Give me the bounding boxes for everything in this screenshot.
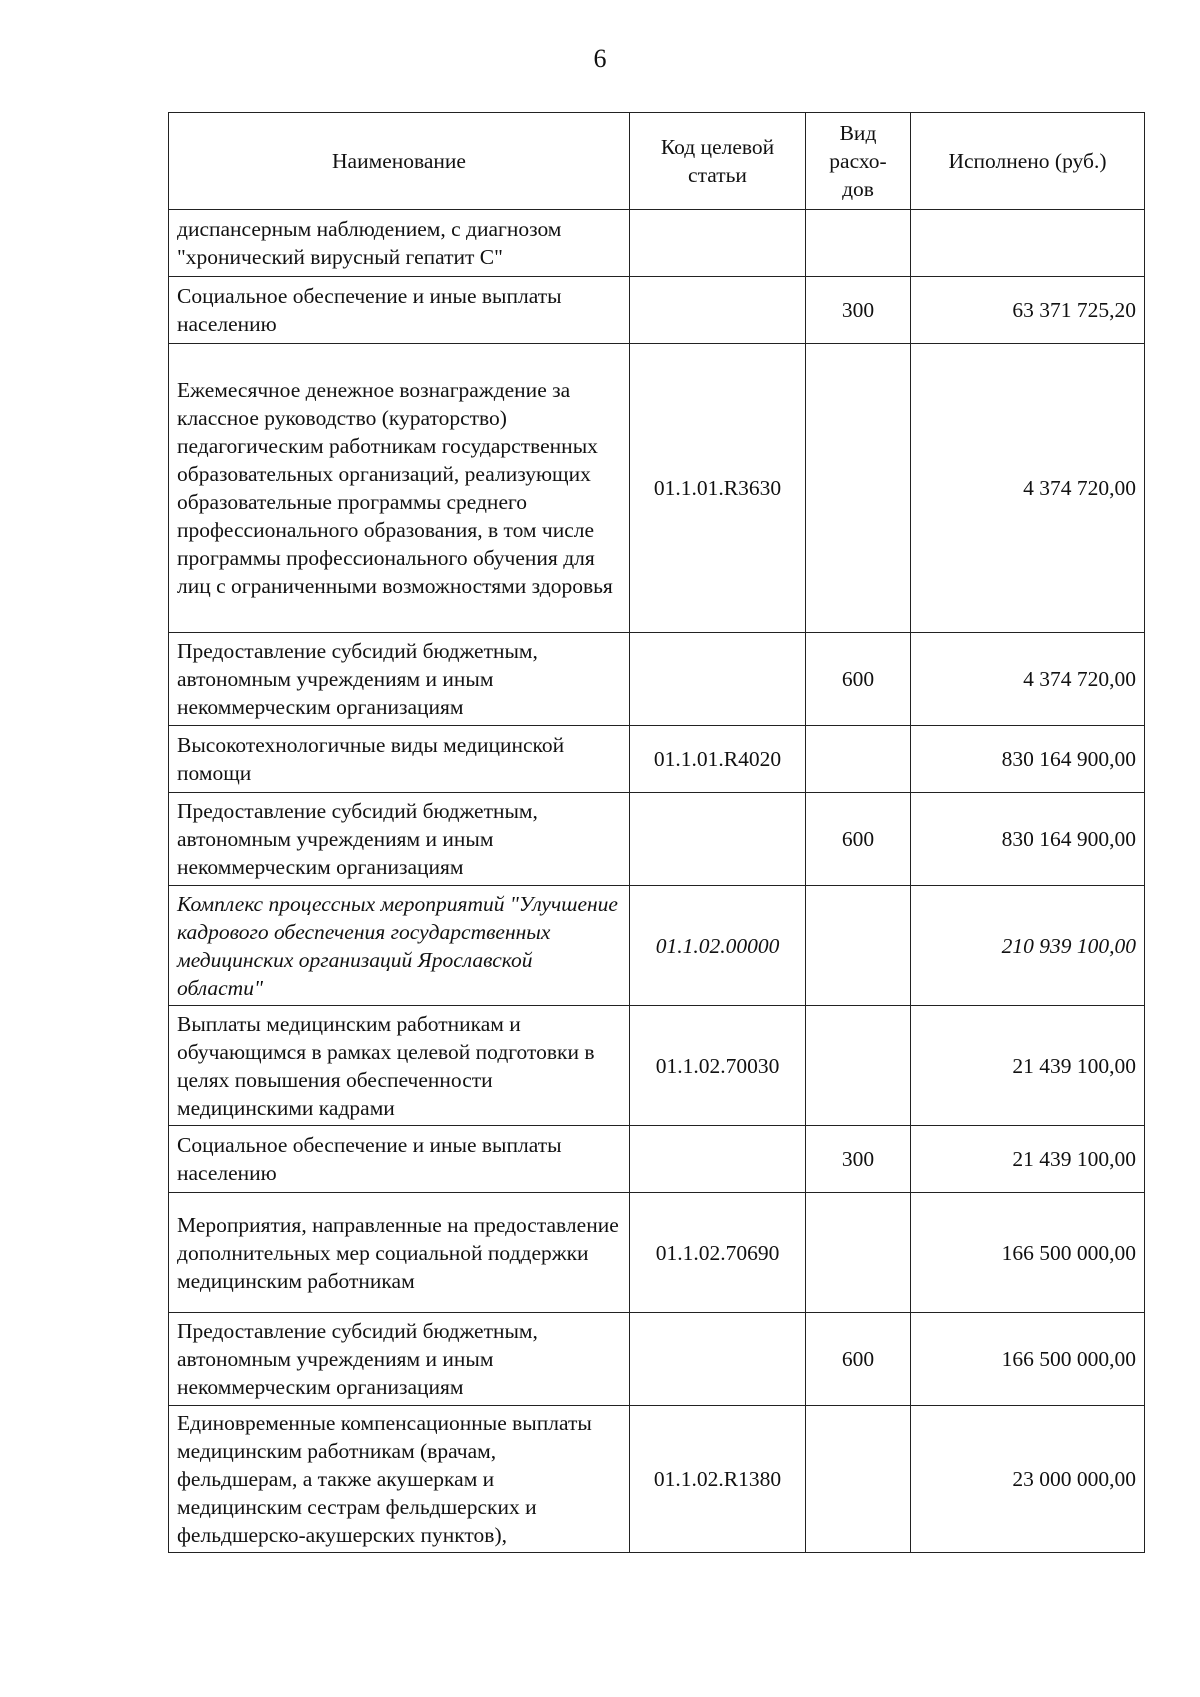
row-code-cell (630, 633, 806, 726)
row-kind-cell (806, 1406, 911, 1553)
row-name-cell: Ежемесячное денежное вознаграждение за классное руководство (кураторство) педагогическим работникам государственных образовательных организаций, реализующих образовательные программы среднего профессионального образования, в том числе программы профессионального обучения для лиц с ограниченными возможностями здоровья (169, 344, 630, 633)
table-row (169, 1006, 1145, 1126)
row-kind-cell (806, 344, 911, 633)
row-amount-cell: 830 164 900,00 (911, 726, 1145, 793)
row-code-cell (630, 793, 806, 886)
row-name-cell: Социальное обеспечение и иные выплаты населению (169, 1126, 630, 1193)
row-name-cell: Комплекс процессных мероприятий "Улучшение кадрового обеспечения государственных медицинских организаций Ярославской области" (169, 886, 630, 1006)
row-kind-cell: 300 (806, 1126, 911, 1193)
table-row (169, 1193, 1145, 1313)
table-row (169, 277, 1145, 344)
row-amount-cell (911, 210, 1145, 277)
row-amount-cell: 63 371 725,20 (911, 277, 1145, 344)
table-row (169, 1406, 1145, 1553)
row-kind-cell: 600 (806, 793, 911, 886)
header-kind: Вид расхо-дов (806, 113, 911, 210)
header-amount: Исполнено (руб.) (911, 113, 1145, 210)
row-kind-cell: 600 (806, 1313, 911, 1406)
table-header-row (169, 113, 1145, 210)
row-amount-cell: 21 439 100,00 (911, 1126, 1145, 1193)
row-code-cell: 01.1.01.R4020 (630, 726, 806, 793)
row-name-cell: Высокотехнологичные виды медицинской помощи (169, 726, 630, 793)
row-kind-cell (806, 886, 911, 1006)
row-kind-cell: 300 (806, 277, 911, 344)
row-amount-cell: 166 500 000,00 (911, 1193, 1145, 1313)
row-kind-cell (806, 1193, 911, 1313)
row-name-cell: Выплаты медицинским работникам и обучающимся в рамках целевой подготовки в целях повышения обеспеченности медицинскими кадрами (169, 1006, 630, 1126)
table-row (169, 793, 1145, 886)
budget-table (168, 112, 1145, 1553)
table-body (169, 210, 1145, 1553)
table-row (169, 886, 1145, 1006)
row-code-cell: 01.1.02.R1380 (630, 1406, 806, 1553)
row-amount-cell: 4 374 720,00 (911, 344, 1145, 633)
row-code-cell (630, 1126, 806, 1193)
row-name-cell: Единовременные компенсационные выплаты медицинским работникам (врачам, фельдшерам, а также акушеркам и медицинским сестрам фельдшерских и фельдшерско-акушерских пунктов), (169, 1406, 630, 1553)
row-name-cell: Социальное обеспечение и иные выплаты населению (169, 277, 630, 344)
row-name-cell: диспансерным наблюдением, с диагнозом "хронический вирусный гепатит С" (169, 210, 630, 277)
table-row (169, 726, 1145, 793)
header-code: Код целевой статьи (630, 113, 806, 210)
row-amount-cell: 21 439 100,00 (911, 1006, 1145, 1126)
row-kind-cell: 600 (806, 633, 911, 726)
row-name-cell: Мероприятия, направленные на предоставление дополнительных мер социальной поддержки медицинским работникам (169, 1193, 630, 1313)
row-code-cell: 01.1.01.R3630 (630, 344, 806, 633)
row-kind-cell (806, 1006, 911, 1126)
row-amount-cell: 4 374 720,00 (911, 633, 1145, 726)
row-code-cell (630, 210, 806, 277)
row-code-cell: 01.1.02.00000 (630, 886, 806, 1006)
table-row (169, 1126, 1145, 1193)
table-row (169, 210, 1145, 277)
row-code-cell: 01.1.02.70690 (630, 1193, 806, 1313)
page-number: 6 (593, 44, 607, 73)
row-amount-cell: 210 939 100,00 (911, 886, 1145, 1006)
row-code-cell (630, 277, 806, 344)
table-row (169, 1313, 1145, 1406)
row-kind-cell (806, 726, 911, 793)
row-name-cell: Предоставление субсидий бюджетным, автономным учреждениям и иным некоммерческим организациям (169, 793, 630, 886)
row-code-cell (630, 1313, 806, 1406)
table-row (169, 344, 1145, 633)
row-code-cell: 01.1.02.70030 (630, 1006, 806, 1126)
row-kind-cell (806, 210, 911, 277)
row-amount-cell: 830 164 900,00 (911, 793, 1145, 886)
row-name-cell: Предоставление субсидий бюджетным, автономным учреждениям и иным некоммерческим организациям (169, 1313, 630, 1406)
header-name: Наименование (169, 113, 630, 210)
table-row (169, 633, 1145, 726)
row-amount-cell: 23 000 000,00 (911, 1406, 1145, 1553)
row-amount-cell: 166 500 000,00 (911, 1313, 1145, 1406)
row-name-cell: Предоставление субсидий бюджетным, автономным учреждениям и иным некоммерческим организациям (169, 633, 630, 726)
